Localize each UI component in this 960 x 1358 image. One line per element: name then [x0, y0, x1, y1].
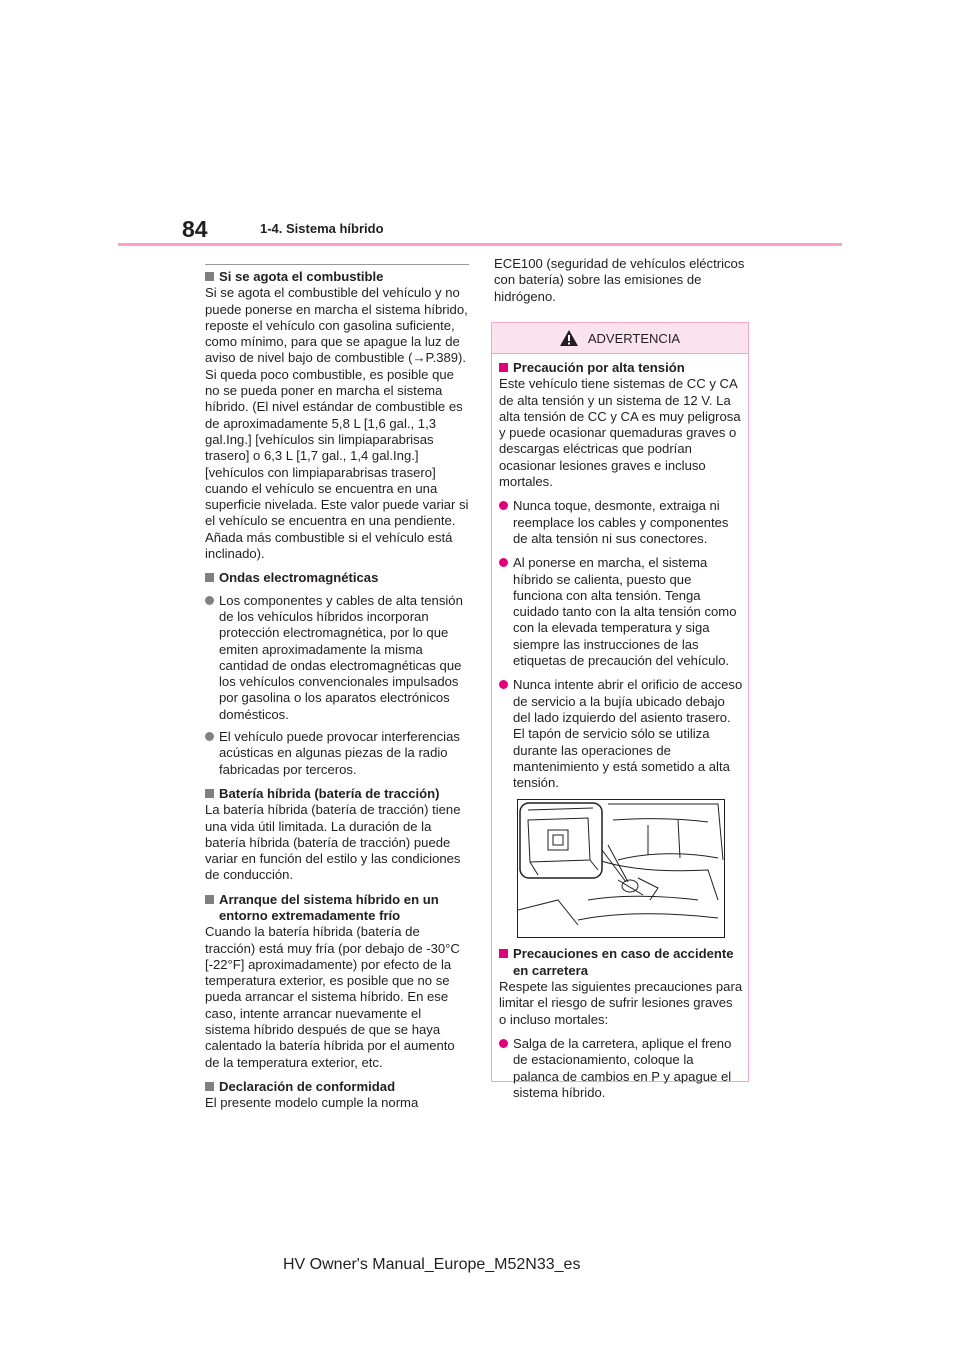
accident-paragraph: Respete las siguientes precauciones para limitar el riesgo de sufrir lesiones graves o incluso mortales: — [499, 979, 743, 1027]
warning-triangle-icon — [560, 330, 578, 346]
waves-bullet-text: Los componentes y cables de alta tensión de los vehículos híbridos incorporan protección electromagnética, por lo que emiten aproximadamente la misma cantidad de ondas electromagnéticas que los vehículos convencionales impulsados por gasolina o los aparatos electrónicos domésticos. — [219, 592, 463, 722]
waves-bullet — [205, 593, 469, 723]
circle-bullet-icon — [499, 680, 508, 689]
battery-heading — [205, 786, 469, 802]
cold-paragraph: Cuando la batería híbrida (batería de tracción) está muy fría (por debajo de -30°C [-22°F] aproximadamente) por efecto de la temperatura exterior, es posible que no se pueda arrancar el sistema híbrido. En ese caso, intente arrancar nuevamente el sistema híbrido después de que se haya calentado la batería híbrida por el aumento de la temperatura exterior, etc. — [205, 924, 460, 1070]
accident-bullet — [499, 1036, 743, 1101]
accident-heading — [499, 946, 743, 979]
conformity-paragraph: El presente modelo cumple la norma — [205, 1095, 419, 1111]
voltage-heading-text: Precaución por alta tensión — [513, 360, 685, 375]
voltage-heading — [499, 360, 743, 376]
page-number: 84 — [182, 216, 208, 242]
conformity-heading — [205, 1079, 469, 1095]
fuel-heading — [205, 269, 469, 285]
warning-bullet — [499, 555, 743, 669]
section-title: 1-4. Sistema híbrido — [260, 221, 384, 236]
square-bullet-icon — [205, 272, 214, 281]
battery-heading-text: Batería híbrida (batería de tracción) — [219, 785, 440, 801]
battery-paragraph: La batería híbrida (batería de tracción) tiene una vida útil limitada. La duración de la batería híbrida (batería de tracción) puede variar en función del estilo y las condiciones de conducción. — [205, 802, 461, 883]
footer-text: HV Owner's Manual_Europe_M52N33_es — [283, 1256, 581, 1273]
rear-seat-area-drawing — [518, 800, 724, 937]
cold-heading — [205, 892, 469, 925]
continuation-paragraph: ECE100 (seguridad de vehículos eléctricos con batería) sobre las emisiones de hidrógeno. — [494, 256, 745, 304]
circle-bullet-icon — [205, 732, 214, 741]
column-top-rule — [205, 264, 469, 265]
waves-heading — [205, 570, 469, 586]
circle-bullet-icon — [205, 596, 214, 605]
warning-bullet — [499, 498, 743, 547]
warning-box — [491, 322, 749, 1100]
square-bullet-icon — [499, 363, 508, 372]
header-divider — [118, 243, 842, 246]
circle-bullet-icon — [499, 501, 508, 510]
fuel-heading-text: Si se agota el combustible — [219, 269, 384, 284]
circle-bullet-icon — [499, 1039, 508, 1048]
square-bullet-icon — [205, 573, 214, 582]
waves-heading-text: Ondas electromagnéticas — [219, 570, 379, 586]
warning-bullet-text: Nunca toque, desmonte, extraiga ni reemplace los cables y componentes de alta tensión ni sus conectores. — [513, 498, 729, 546]
warning-body — [492, 354, 748, 1101]
waves-bullet — [205, 729, 469, 778]
fuel-paragraph: Si se agota el combustible del vehículo y no puede ponerse en marcha el sistema híbrido, reposte el vehículo con gasolina suficiente, como mínimo, para que se apague la luz de aviso de nivel bajo de combustible (→P.389). Si queda poco combustible, es posible que no se pueda poner en marcha el sistema híbrido. (El nivel estándar de combustible es de aproximadamente 5,8 L [1,6 gal., 1,3 gal.Ing.] [vehículos sin limpiaparabrisas trasero] o 6,3 L [1,7 gal., 1,4 gal.Ing.] [vehículos con limpiaparabrisas trasero] cuando el vehículo se encuentra en una superficie nivelada. Este valor puede variar si el vehículo se encuentra en una pendiente. Añada más combustible si el vehículo está inclinado). — [205, 285, 469, 562]
square-bullet-icon — [205, 895, 214, 904]
conformity-heading-text: Declaración de conformidad — [219, 1078, 396, 1094]
square-bullet-icon — [499, 949, 508, 958]
waves-bullet-text: El vehículo puede provocar interferencias acústicas en algunas piezas de la radio fabricadas por terceros. — [219, 729, 460, 777]
square-bullet-icon — [205, 1082, 214, 1091]
service-plug-illustration — [517, 799, 725, 938]
warning-header — [492, 323, 748, 354]
warning-bullet — [499, 677, 743, 791]
right-column — [494, 256, 752, 311]
cold-heading-text: Arranque del sistema híbrido en un entorno extremadamente frío — [219, 891, 439, 923]
accident-bullet-text: Salga de la carretera, aplique el freno de estacionamiento, coloque la palanca de cambios en P y apague el sistema híbrido. — [513, 1035, 732, 1100]
warning-title: ADVERTENCIA — [587, 330, 681, 346]
voltage-paragraph: Este vehículo tiene sistemas de CC y CA de alta tensión y un sistema de 12 V. La alta tensión de CC y CA es muy peligrosa y puede ocasionar quemaduras graves o descargas eléctricas que podrían ocasionar lesiones graves e incluso mortales. — [499, 376, 741, 490]
left-column — [205, 264, 469, 1118]
circle-bullet-icon — [499, 558, 508, 567]
accident-heading-text: Precauciones en caso de accidente en carretera — [513, 946, 734, 978]
warning-bullet-text: Al ponerse en marcha, el sistema híbrido se calienta, puesto que funciona con alta tensión. Tenga cuidado tanto con la alta tensión como con la elevada temperatura y siga siempre las instrucciones de las etiquetas de precaución del vehículo. — [513, 555, 737, 669]
square-bullet-icon — [205, 789, 214, 798]
warning-bullet-text: Nunca intente abrir el orificio de acceso de servicio a la bujía ubicado debajo del lado izquierdo del asiento trasero. El tapón de servicio sólo se utiliza durante las operaciones de mantenimiento y está sometido a alta tensión. — [513, 677, 743, 791]
